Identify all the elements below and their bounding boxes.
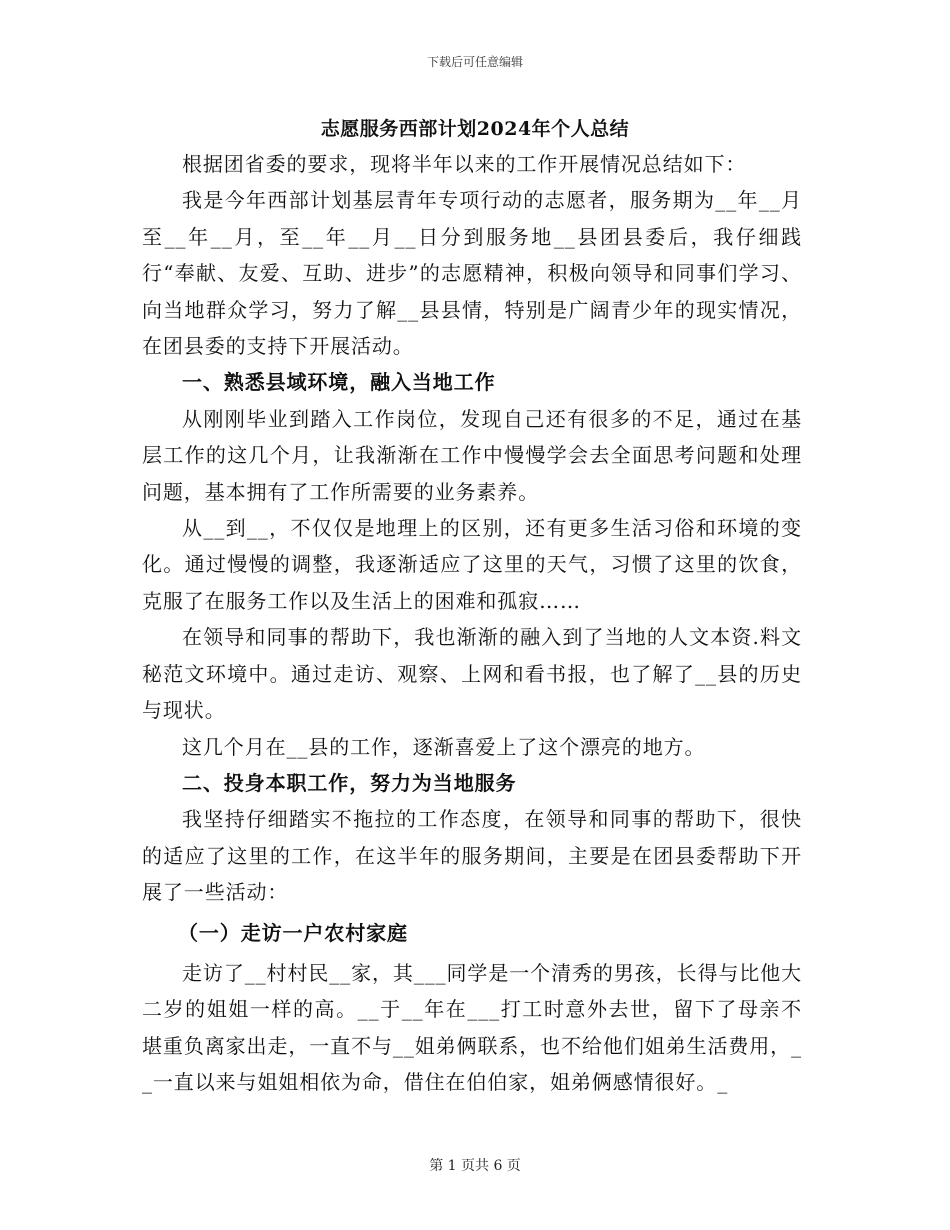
subsection-heading-1: （一）走访一户农村家庭: [178, 920, 408, 945]
document-body: [142, 146, 802, 1101]
paragraph-work-attitude: 我坚持仔细踏实不拖拉的工作态度，在领导和同事的帮助下，很快的适应了这里的工作，在这半年的服务期间，主要是在团县委帮助下开展了一些活动：: [142, 807, 802, 905]
paragraph-integration: 在领导和同事的帮助下，我也渐渐的融入到了当地的人文本资.料文秘范文环境中。通过走访、观察、上网和看书报，也了解了__县的历史与现状。: [142, 625, 802, 723]
section-heading-1: 一、熟悉县域环境，融入当地工作: [182, 370, 496, 395]
document-title: 志愿服务西部计划2024年个人总结: [320, 118, 630, 140]
paragraph-environment-change: 从__到__，不仅仅是地理上的区别，还有更多生活习俗和环境的变化。通过慢慢的调整，我逐渐适应了这里的天气，习惯了这里的饮食，克服了在服务工作以及生活上的困难和孤寂……: [142, 516, 802, 613]
paragraph-intro: 根据团省委的要求，现将半年以来的工作开展情况总结如下：: [182, 152, 747, 176]
header-note: 下载后可任意编辑: [426, 55, 523, 69]
page-footer: 第 1 页共 6 页: [429, 1158, 521, 1174]
paragraph-family-visit: 走访了__村村民__家，其___同学是一个清秀的男孩，长得与比他大二岁的姐姐一样的高。__于__年在___打工时意外去世，留下了母亲不堪重负离家出走，一直不与__姐弟俩联系，也不给他们姐弟生活费用，__一直以来与姐姐相依为命，借住在伯伯家，姐弟俩感情很好。_: [142, 960, 802, 1095]
paragraph-fondness: 这几个月在__县的工作，逐渐喜爱上了这个漂亮的地方。: [182, 734, 706, 759]
paragraph-adapting-work: 从刚刚毕业到踏入工作岗位，发现自己还有很多的不足，通过在基层工作的这几个月，让我渐渐在工作中慢慢学会去全面思考问题和处理问题，基本拥有了工作所需要的业务素养。: [142, 406, 802, 504]
paragraph-volunteer-background: 我是今年西部计划基层青年专项行动的志愿者，服务期为__年__月至__年__月，至__年__月__日分到服务地__县团县委后，我仔细践行“奉献、友爱、互助、进步”的志愿精神，积极向领导和同事们学习、向当地群众学习，努力了解__县县情，特别是广阔青少年的现实情况，在团县委的支持下开展活动。: [142, 188, 802, 359]
section-heading-2: 二、投身本职工作，努力为当地服务: [182, 770, 517, 795]
